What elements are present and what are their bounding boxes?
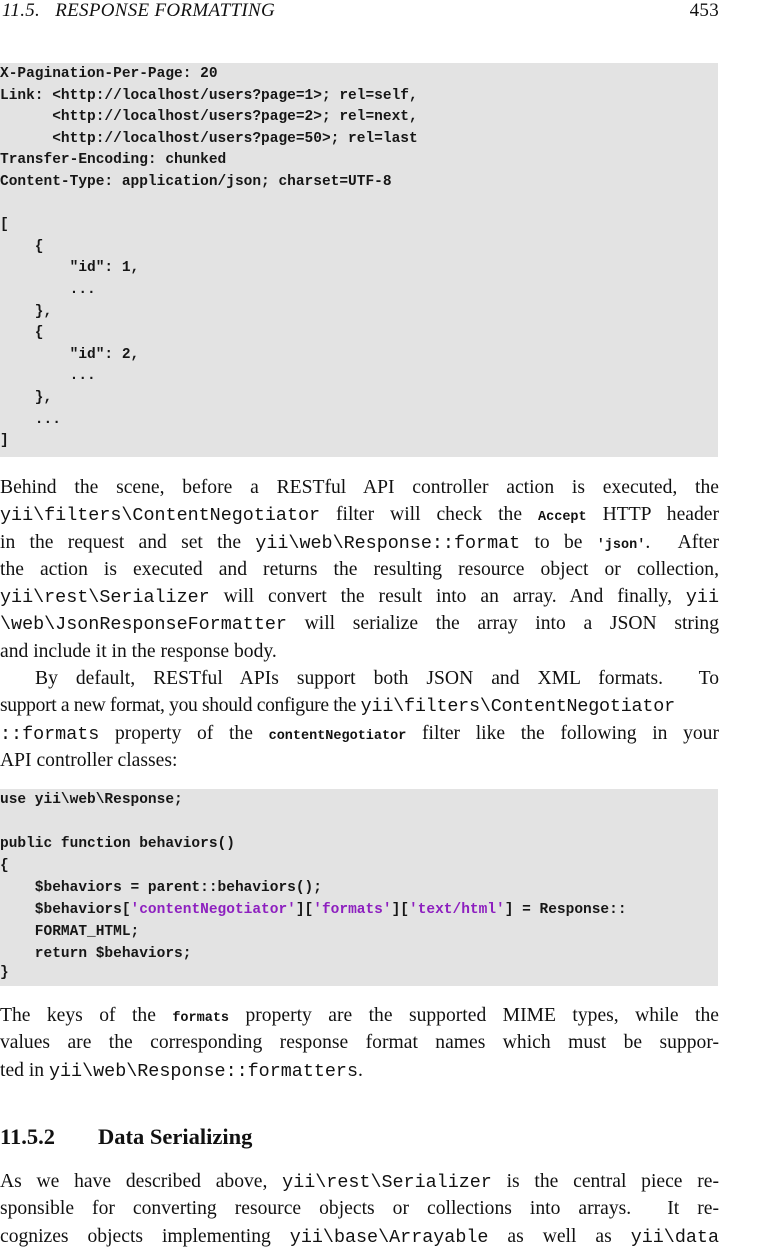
- code-line: return $behaviors;: [0, 946, 192, 962]
- php-behaviors-code-block: [0, 789, 718, 986]
- section-title: Data Serializing: [98, 1124, 253, 1149]
- paragraph-formats: [0, 665, 719, 774]
- http-response-code-block: [0, 63, 718, 457]
- inline-code: Accept: [538, 510, 587, 526]
- class-reference: yii\web\Response::formatters: [48, 1060, 358, 1082]
- text-line: As we have described above, yii\rest\Serializer is the central piece re-: [0, 1171, 720, 1193]
- code-line: Link: <http://localhost/users?page=1>; rel=self,: [0, 87, 418, 104]
- text-line: the action is executed and returns the resulting resource object or collection,: [0, 558, 719, 580]
- paragraph-content-negotiation: [0, 474, 719, 665]
- string-literal: 'text/html': [409, 902, 505, 918]
- text-line: By default, RESTful APIs support both JSON and XML formats. To: [35, 668, 719, 689]
- text-line: \web\JsonResponseFormatter will serialize the array into a JSON string: [0, 613, 719, 636]
- code-line: $behaviors['contentNegotiator']['formats']['text/html'] = Response::: [0, 902, 627, 918]
- text-line: API controller classes:: [0, 749, 178, 771]
- code-line: FORMAT_HTML;: [0, 924, 140, 940]
- inline-code: contentNegotiator: [268, 728, 407, 744]
- class-reference: yii\rest\Serializer: [0, 587, 210, 609]
- code-line: Content-Type: application/json; charset=UTF-8: [0, 174, 392, 190]
- text-line: ::formats property of the contentNegotiator filter like the following in your: [0, 722, 720, 745]
- code-line: "id": 1,: [0, 260, 140, 277]
- paragraph-formats-keys: [0, 1002, 719, 1084]
- class-reference: yii\rest\Serializer: [282, 1172, 492, 1193]
- code-line: <http://localhost/users?page=2>; rel=next,: [0, 109, 418, 126]
- text-line: Behind the scene, before a RESTful API controller action is executed, the: [0, 477, 719, 498]
- code-line: ]: [0, 433, 9, 450]
- class-reference: yii\data: [630, 1226, 719, 1248]
- code-line: ...: [0, 282, 96, 298]
- class-reference: yii\web\Response::format: [255, 532, 521, 554]
- class-reference: yii\base\Arrayable: [289, 1226, 489, 1248]
- class-reference: ::formats: [0, 723, 100, 745]
- text-line: ted in yii\web\Response::formatters.: [0, 1059, 363, 1082]
- text-line: yii\rest\Serializer will convert the result into an array. And finally, yii: [0, 586, 719, 609]
- class-reference: yii: [685, 587, 719, 609]
- text-line: The keys of the formats property are the supported MIME types, while the: [0, 1005, 719, 1026]
- string-literal: 'contentNegotiator': [130, 902, 296, 918]
- code-line: [: [0, 217, 9, 234]
- class-reference: yii\filters\ContentNegotiator: [0, 505, 321, 527]
- text-line: in the request and set the yii\web\Response::format to be 'json'. After: [0, 531, 719, 554]
- paragraph-data-serializing: [0, 1168, 719, 1250]
- text-line: support a new format, you should configure the yii\filters\ContentNegotiator: [0, 695, 675, 718]
- page-number: 453: [689, 0, 719, 21]
- code-line: "id": 2,: [0, 346, 140, 363]
- code-line: }: [0, 965, 9, 981]
- string-literal: 'formats': [313, 902, 392, 918]
- running-header: [0, 0, 719, 24]
- inline-code: 'json': [596, 537, 646, 553]
- section-number: 11.5.2: [0, 1124, 56, 1149]
- text-line: sponsible for converting resource objects or collections into arrays. It re-: [0, 1198, 719, 1220]
- chapter-section-title: 11.5. RESPONSE FORMATTING: [2, 0, 276, 21]
- text-line: and include it in the response body.: [0, 640, 277, 662]
- code-line: <http://localhost/users?page=50>; rel=last: [0, 130, 418, 147]
- code-line: {: [0, 325, 44, 342]
- code-line: public function behaviors(): [0, 836, 235, 852]
- class-reference: \web\JsonResponseFormatter: [0, 614, 287, 636]
- code-line: use yii\web\Response;: [0, 792, 183, 808]
- code-line: $behaviors = parent::behaviors();: [0, 880, 322, 896]
- code-line: },: [0, 390, 53, 406]
- code-line: Transfer-Encoding: chunked: [0, 152, 227, 169]
- text-line: yii\filters\ContentNegotiator filter will check the Accept HTTP header: [0, 504, 719, 527]
- code-line: {: [0, 858, 9, 874]
- code-line: ...: [0, 368, 96, 385]
- code-line: ...: [0, 411, 61, 428]
- section-heading: [0, 1124, 252, 1150]
- class-reference: yii\filters\ContentNegotiator: [360, 696, 675, 718]
- text-line: cognizes objects implementing yii\base\Arrayable as well as yii\data: [0, 1225, 719, 1248]
- code-line: {: [0, 238, 44, 255]
- code-line: },: [0, 303, 53, 320]
- code-line: X-Pagination-Per-Page: 20: [0, 66, 218, 82]
- text-line: values are the corresponding response format names which must be suppor-: [0, 1032, 719, 1054]
- inline-code: formats: [172, 1011, 230, 1026]
